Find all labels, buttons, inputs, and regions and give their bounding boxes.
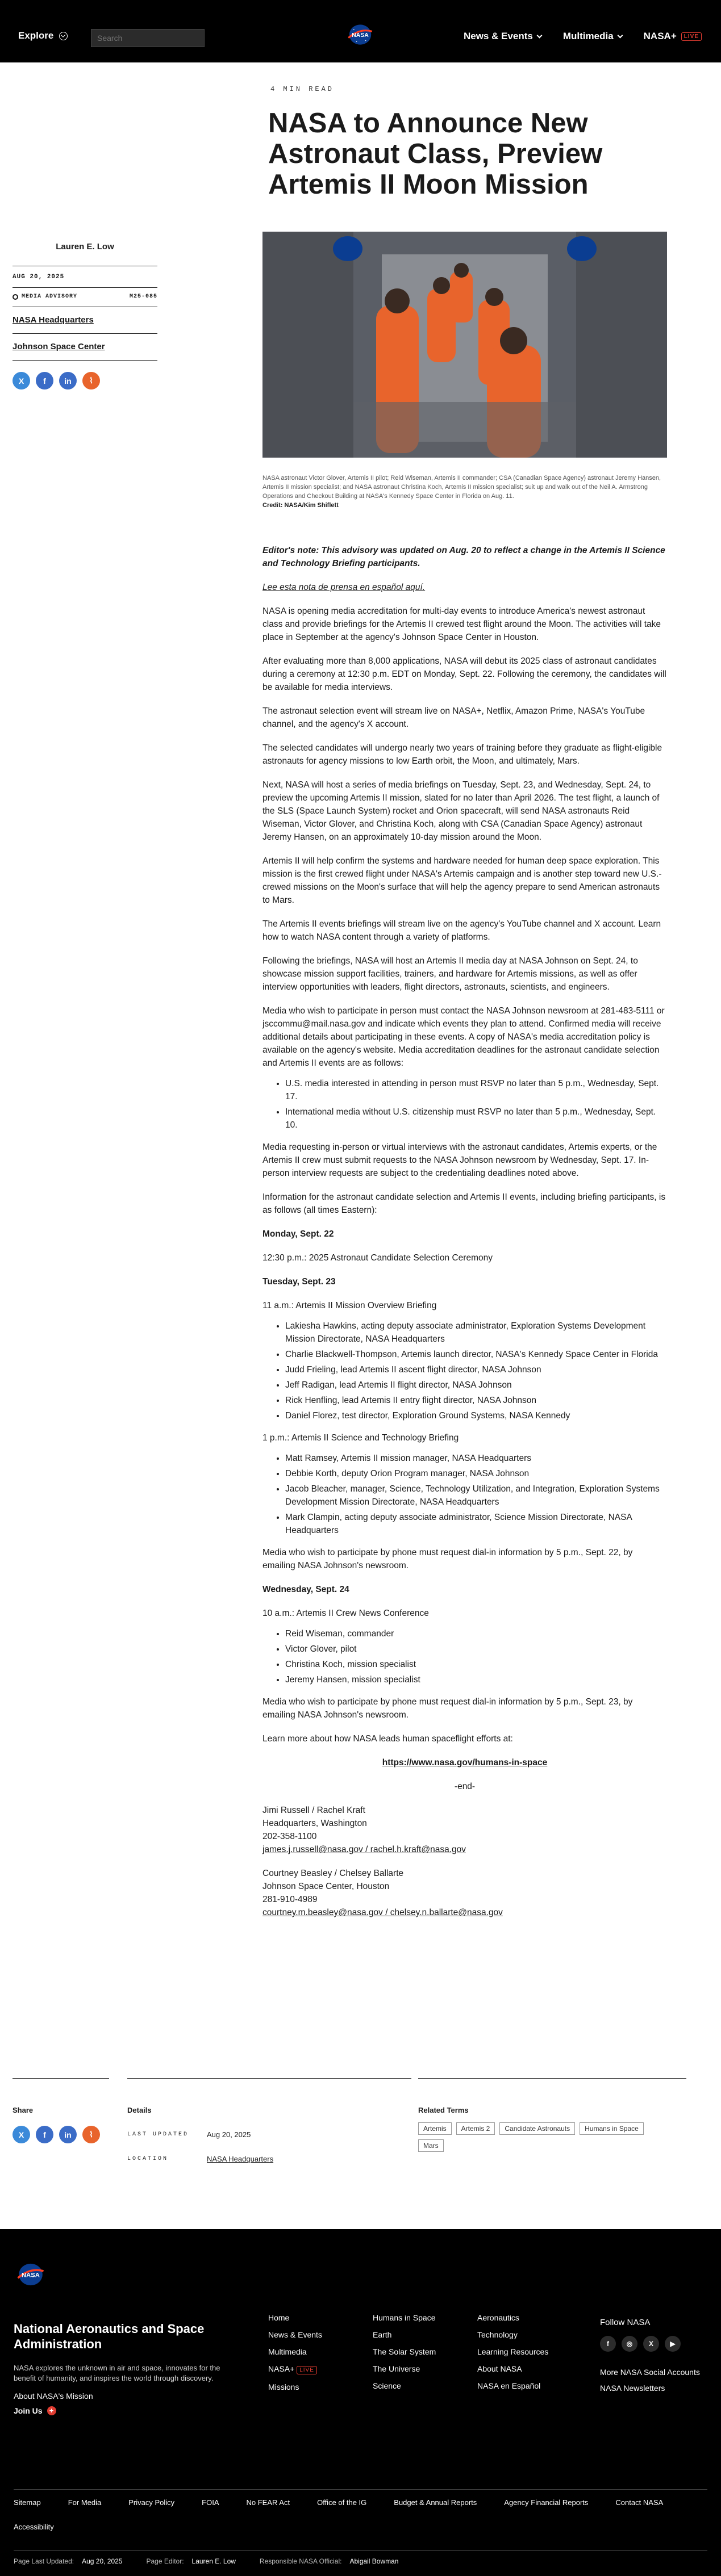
nasa-meatball-logo[interactable]: [16, 2262, 45, 2287]
linkedin-share-icon[interactable]: in: [59, 372, 77, 389]
list-item: • International media without U.S. citizenship must RSVP no later than 5 p.m., Wednesday, Sept. 10.: [285, 1105, 667, 1132]
list-item: • Matt Ramsey, Artemis II mission manager, NASA Headquarters: [285, 1452, 667, 1465]
hero-caption: [262, 474, 667, 510]
participant-list: [262, 1452, 667, 1537]
list-item: • Christina Koch, mission specialist: [285, 1658, 667, 1671]
contact-office: Headquarters, Washington: [262, 1819, 367, 1828]
author-name[interactable]: Lauren E. Low: [56, 242, 114, 252]
tag-humans-in-space[interactable]: Humans in Space: [580, 2122, 644, 2135]
location-label: LOCATION: [127, 2156, 169, 2162]
footer-legal-link[interactable]: FOIA: [202, 2498, 219, 2507]
footer-link[interactable]: The Solar System: [373, 2347, 436, 2356]
nav-nasa-plus-label: NASA+: [643, 31, 677, 41]
join-us-link[interactable]: [14, 2406, 56, 2415]
follow-nasa-heading: Follow NASA: [600, 2318, 651, 2327]
paragraph: Learn more about how NASA leads human spaceflight efforts at:: [262, 1734, 513, 1744]
article-type: [12, 294, 77, 300]
footer-legal-link[interactable]: Privacy Policy: [128, 2498, 175, 2507]
list-item: • Debbie Korth, deputy Orion Program manager, NASA Johnson: [285, 1467, 667, 1480]
site-footer: [0, 2229, 721, 2576]
footer-legal-link[interactable]: Agency Financial Reports: [504, 2498, 589, 2507]
newsletters-link[interactable]: NASA Newsletters: [600, 2384, 665, 2393]
contact-phone: 281-910-4989: [262, 1895, 318, 1904]
footer-link[interactable]: Technology: [477, 2330, 518, 2339]
site-header: [0, 0, 721, 62]
contact-block-1: [262, 1804, 667, 1856]
paragraph: Artemis II will help confirm the systems and hardware needed for human deep space exploration. This mission is the first crewed flight under NASA's Artemis campaign and is another step toward new U.S.-crewed missions on the Moon's surface that will help the agency prepare to send American astronauts to Mars.: [262, 856, 662, 905]
page-meta: [14, 2557, 414, 2565]
list-item: • Jeff Radigan, lead Artemis II flight director, NASA Johnson: [285, 1379, 667, 1392]
list-item: • Rick Henfling, lead Artemis II entry flight director, NASA Johnson: [285, 1394, 667, 1407]
footer-link-nasa-plus[interactable]: [268, 2364, 322, 2374]
footer-social-icons: [600, 2336, 681, 2352]
x-share-icon[interactable]: X: [12, 2126, 30, 2143]
list-item: • Reid Wiseman, commander: [285, 1627, 667, 1640]
contact-phone: 202-358-1100: [262, 1832, 317, 1841]
chevron-down-icon: [59, 32, 68, 40]
page-updated-value: Aug 20, 2025: [82, 2557, 123, 2565]
last-updated-row: [127, 2130, 411, 2139]
nasa-meatball-logo[interactable]: [347, 23, 374, 46]
deadline-list: [262, 1077, 667, 1132]
about-mission-link[interactable]: About NASA's Mission: [14, 2391, 93, 2401]
location-row: [127, 2155, 411, 2163]
divider: [14, 2550, 707, 2551]
footer-link[interactable]: The Universe: [373, 2364, 420, 2373]
schedule-day: Monday, Sept. 22: [262, 1229, 334, 1239]
schedule-event: 11 a.m.: Artemis II Mission Overview Briefing: [262, 1301, 437, 1310]
footer-legal-link[interactable]: Accessibility: [14, 2523, 54, 2531]
read-time: 4 MIN READ: [270, 85, 335, 93]
contact-block-2: [262, 1867, 667, 1919]
contact-email-link[interactable]: james.j.russell@nasa.gov / rachel.h.kraft@nasa.gov: [262, 1845, 466, 1854]
paragraph: Following the briefings, NASA will host an Artemis II media day at NASA Johnson on Sept. 24, to showcase mission support facilities, trainers, and hardware for Artemis missions, as well as offer interview opportunities with leaders, flight directors, astronauts, scientists, and engineers.: [262, 956, 638, 992]
tag-artemis-2[interactable]: Artemis 2: [456, 2122, 495, 2135]
footer-legal-link[interactable]: Office of the IG: [317, 2498, 367, 2507]
nav-nasa-plus[interactable]: [644, 31, 702, 42]
footer-legal-links: [14, 2490, 707, 2539]
facebook-icon[interactable]: f: [600, 2336, 616, 2352]
responsible-official-value: Abigail Bowman: [349, 2557, 399, 2565]
live-badge: LIVE: [297, 2366, 317, 2374]
schedule-event: 10 a.m.: Artemis II Crew News Conference: [262, 1609, 429, 1618]
footer-nav-col-3: [477, 2313, 548, 2398]
divider: [127, 2078, 411, 2079]
page-updated-label: Page Last Updated:: [14, 2557, 74, 2565]
paragraph: The Artemis II events briefings will stream live on the agency's YouTube channel and X account. Learn how to watch NASA content through a variety of platforms.: [262, 919, 661, 942]
footer-link[interactable]: Missions: [268, 2382, 299, 2391]
live-badge: LIVE: [681, 32, 702, 41]
paragraph: Next, NASA will host a series of media briefings on Tuesday, Sept. 23, and Wednesday, Sept. 24, to preview the upcoming Artemis II mission, slated for no later than April 2026. The test flight, a launch of the SLS (Space Launch System) rocket and Orion spacecraft, will send NASA astronauts Reid Wiseman, Victor Glover, and Christina Koch, along with CSA (Canadian Space Agency) astronaut Jeremy Hansen, on an approximately 10-day mission around the Moon.: [262, 780, 660, 842]
related-terms-column: [418, 2078, 686, 2152]
page-editor-label: Page Editor:: [146, 2557, 184, 2565]
footer-nav-col-1: [268, 2313, 322, 2399]
paragraph: Media who wish to participate by phone must request dial-in information by 5 p.m., Sept. 23, by emailing NASA Johnson's newsroom.: [262, 1697, 633, 1720]
astronauts-photo: [262, 232, 667, 458]
divider: [12, 2078, 109, 2079]
tag-artemis[interactable]: Artemis: [418, 2122, 452, 2135]
article-type-row: [12, 288, 157, 307]
last-updated-value: Aug 20, 2025: [207, 2130, 251, 2139]
footer-legal-link[interactable]: Budget & Annual Reports: [394, 2498, 477, 2507]
search-input[interactable]: [91, 29, 205, 47]
hero-image: [262, 232, 667, 458]
chevron-down-icon: [617, 32, 623, 38]
paragraph: Information for the astronaut candidate selection and Artemis II events, including briefing participants, is as follows (all times Eastern):: [262, 1192, 666, 1215]
footer-share-icons: [12, 2114, 109, 2143]
footer-title: National Aeronautics and Space Administration: [14, 2322, 205, 2351]
participant-list: [262, 1320, 667, 1422]
list-item: • Lakiesha Hawkins, acting deputy associate administrator, Exploration Systems Development Mission Directorate, NASA Headquarters: [285, 1320, 667, 1346]
related-tags: [418, 2122, 645, 2152]
nav-news-events-label: News & Events: [463, 31, 533, 41]
footer-legal-link[interactable]: For Media: [68, 2498, 102, 2507]
chevron-down-icon: [536, 32, 542, 38]
list-item: • Jacob Bleacher, manager, Science, Technology Utilization, and Integration, Exploration Systems Development Mission Directorate, NASA Headquarters: [285, 1482, 667, 1509]
footer-more-links: [600, 2364, 700, 2396]
explore-label: Explore: [18, 30, 54, 41]
footer-legal-link[interactable]: Contact NASA: [615, 2498, 664, 2507]
footer-link[interactable]: Multimedia: [268, 2347, 307, 2356]
nav-multimedia-label: Multimedia: [562, 31, 614, 41]
list-item: • Victor Glover, pilot: [285, 1643, 667, 1656]
linkedin-share-icon[interactable]: in: [59, 2126, 77, 2143]
article-body: [262, 544, 667, 1930]
list-item: • Daniel Florez, test director, Exploration Ground Systems, NASA Kennedy: [285, 1409, 667, 1422]
details-heading: Details: [127, 2106, 152, 2114]
contact-email-link[interactable]: courtney.m.beasley@nasa.gov / chelsey.n.ballarte@nasa.gov: [262, 1908, 503, 1917]
footer-link[interactable]: Earth: [373, 2330, 392, 2339]
x-icon[interactable]: X: [643, 2336, 659, 2352]
schedule-event: 1 p.m.: Artemis II Science and Technology Briefing: [262, 1433, 459, 1443]
sidebar-link-nasa-headquarters[interactable]: NASA Headquarters: [12, 315, 94, 325]
divider: [418, 2078, 686, 2079]
paragraph: Media who wish to participate in person must contact the NASA Johnson newsroom at 281-483-5111 or jsccommu@mail.nasa.gov and indicate which events they plan to attend. Confirmed media will receive additional details about participating in these events. A copy of NASA's media accreditation policy is available on the agency's website. Media accreditation deadlines for the astronaut candidate selection and Artemis II events are as follows:: [262, 1006, 665, 1068]
spanish-link-paragraph: [262, 581, 667, 594]
plus-icon: +: [47, 2406, 56, 2415]
footer-link[interactable]: NASA en Español: [477, 2381, 541, 2390]
rss-share-icon[interactable]: ⌇: [82, 2126, 100, 2143]
footer-link[interactable]: News & Events: [268, 2330, 322, 2339]
footer-link[interactable]: Learning Resources: [477, 2347, 549, 2356]
article-type-label: MEDIA ADVISORY: [22, 294, 78, 300]
paragraph: The astronaut selection event will stream live on NASA+, Netflix, Amazon Prime, NASA's YouTube channel, and the agency's X account.: [262, 706, 645, 729]
footer-link[interactable]: About NASA: [477, 2364, 522, 2373]
humans-in-space-link-row: [262, 1756, 667, 1769]
facebook-share-icon[interactable]: f: [36, 372, 53, 389]
schedule-day: Tuesday, Sept. 23: [262, 1277, 336, 1287]
nav-multimedia[interactable]: [563, 31, 622, 42]
end-marker: -end-: [454, 1782, 476, 1791]
paragraph: After evaluating more than 8,000 applications, NASA will debut its 2025 class of astronaut candidates during a ceremony at 12:30 p.m. EDT on Monday, Sept. 22. Following the ceremony, the candidates will be available for media interviews.: [262, 656, 666, 692]
paragraph: The selected candidates will undergo nearly two years of training before they graduate as flight-eligible astronauts for agency missions to low Earth orbit, the Moon, and ultimately, Mars.: [262, 743, 662, 766]
publish-date: AUG 20, 2025: [12, 274, 65, 280]
article-sidebar: [12, 238, 157, 389]
share-heading: Share: [12, 2106, 34, 2114]
svg-text:NASA: NASA: [352, 32, 369, 39]
contact-name: Courtney Beasley / Chelsey Ballarte: [262, 1869, 404, 1878]
contact-office: Johnson Space Center, Houston: [262, 1882, 390, 1891]
spanish-link-text[interactable]: Lee esta nota de prensa en español aquí.: [262, 583, 426, 592]
footer-link[interactable]: Humans in Space: [373, 2313, 436, 2322]
youtube-icon[interactable]: ▶: [665, 2336, 681, 2352]
last-updated-label: LAST UPDATED: [127, 2131, 189, 2138]
footer-link[interactable]: Home: [268, 2313, 290, 2322]
explore-menu[interactable]: [18, 30, 68, 41]
circle-icon: [12, 294, 18, 300]
footer-nav-col-2: [373, 2313, 436, 2398]
footer-legal-link[interactable]: No FEAR Act: [246, 2498, 290, 2507]
footer-link-label: NASA+: [268, 2364, 295, 2373]
footer-link[interactable]: Science: [373, 2381, 401, 2390]
footer-link[interactable]: Aeronautics: [477, 2313, 519, 2322]
paragraph: NASA is opening media accreditation for multi-day events to introduce America's newest astronaut class and provide briefings for the Artemis II crewed test flight around the Moon. The activities will take place in September at the agency's Johnson Space Center in Houston.: [262, 606, 661, 642]
page-editor-value: Lauren E. Low: [191, 2557, 236, 2565]
advisory-code: M25-085: [129, 294, 157, 300]
editors-note: Editor's note: This advisory was updated on Aug. 20 to reflect a change in the Artemis II Science and Technology Briefing participants.: [262, 546, 665, 568]
list-item: • Charlie Blackwell-Thompson, Artemis launch director, NASA's Kennedy Space Center in Florida: [285, 1348, 667, 1361]
participant-list: [262, 1627, 667, 1686]
location-link[interactable]: NASA Headquarters: [207, 2155, 274, 2163]
caption-text: NASA astronaut Victor Glover, Artemis II pilot; Reid Wiseman, Artemis II commander; CSA (Canadian Space Agency) astronaut Jeremy Hansen, Artemis II mission specialist; and NASA astronaut Christina Koch, Artemis II mission specialist; suit up and walk out of the Neil A. Armstrong Operations and Checkout Building at NASA's Kennedy Space Center in Florida on Aug. 11.: [262, 475, 661, 500]
contact-name: Jimi Russell / Rachel Kraft: [262, 1806, 365, 1815]
responsible-official-label: Responsible NASA Official:: [259, 2557, 342, 2565]
x-share-icon[interactable]: X: [12, 372, 30, 389]
more-social-accounts-link[interactable]: More NASA Social Accounts: [600, 2368, 700, 2377]
article-title: NASA to Announce New Astronaut Class, Preview Artemis II Moon Mission: [268, 108, 603, 200]
schedule-event: 12:30 p.m.: 2025 Astronaut Candidate Selection Ceremony: [262, 1253, 493, 1263]
schedule-day: Wednesday, Sept. 24: [262, 1585, 349, 1594]
paragraph: Media who wish to participate by phone must request dial-in information by 5 p.m., Sept. 22, by emailing NASA Johnson's newsroom.: [262, 1548, 633, 1570]
details-column: [127, 2078, 411, 2163]
svg-text:NASA: NASA: [22, 2272, 40, 2279]
list-item: • Judd Frieling, lead Artemis II ascent flight director, NASA Johnson: [285, 1363, 667, 1376]
tag-candidate-astronauts[interactable]: Candidate Astronauts: [499, 2122, 575, 2135]
sidebar-link-johnson-space-center[interactable]: Johnson Space Center: [12, 342, 105, 351]
main-nav: [464, 31, 702, 42]
paragraph: Media requesting in-person or virtual interviews with the astronaut candidates, Artemis experts, or the Artemis II crew must submit requests to the NASA Johnson newsroom by Wednesday, Sept. 17. In-person interview requests are subject to the credentialing deadlines noted above.: [262, 1142, 657, 1178]
divider: [14, 2489, 707, 2490]
list-item: • U.S. media interested in attending in person must RSVP no later than 5 p.m., Wednesday, Sept. 17.: [285, 1077, 667, 1103]
related-terms-heading: Related Terms: [418, 2106, 469, 2114]
rss-share-icon[interactable]: ⌇: [82, 372, 100, 389]
list-item: • Mark Clampin, acting deputy associate administrator, Science Mission Directorate, NASA Headquarters: [285, 1511, 667, 1537]
footer-legal-link[interactable]: Sitemap: [14, 2498, 41, 2507]
tag-mars[interactable]: Mars: [418, 2139, 444, 2152]
join-us-label: Join Us: [14, 2406, 43, 2415]
footer-description: NASA explores the unknown in air and space, innovates for the benefit of humanity, and inspires the world through discovery.: [14, 2364, 220, 2382]
share-column: [12, 2078, 109, 2143]
photo-credit: Credit: NASA/Kim Shiflett: [262, 502, 339, 509]
facebook-share-icon[interactable]: f: [36, 2126, 53, 2143]
list-item: • Jeremy Hansen, mission specialist: [285, 1673, 667, 1686]
nav-news-events[interactable]: [464, 31, 541, 42]
humans-in-space-link[interactable]: https://www.nasa.gov/humans-in-space: [382, 1758, 548, 1767]
sidebar-share-icons: [12, 361, 157, 389]
instagram-icon[interactable]: ◎: [622, 2336, 637, 2352]
